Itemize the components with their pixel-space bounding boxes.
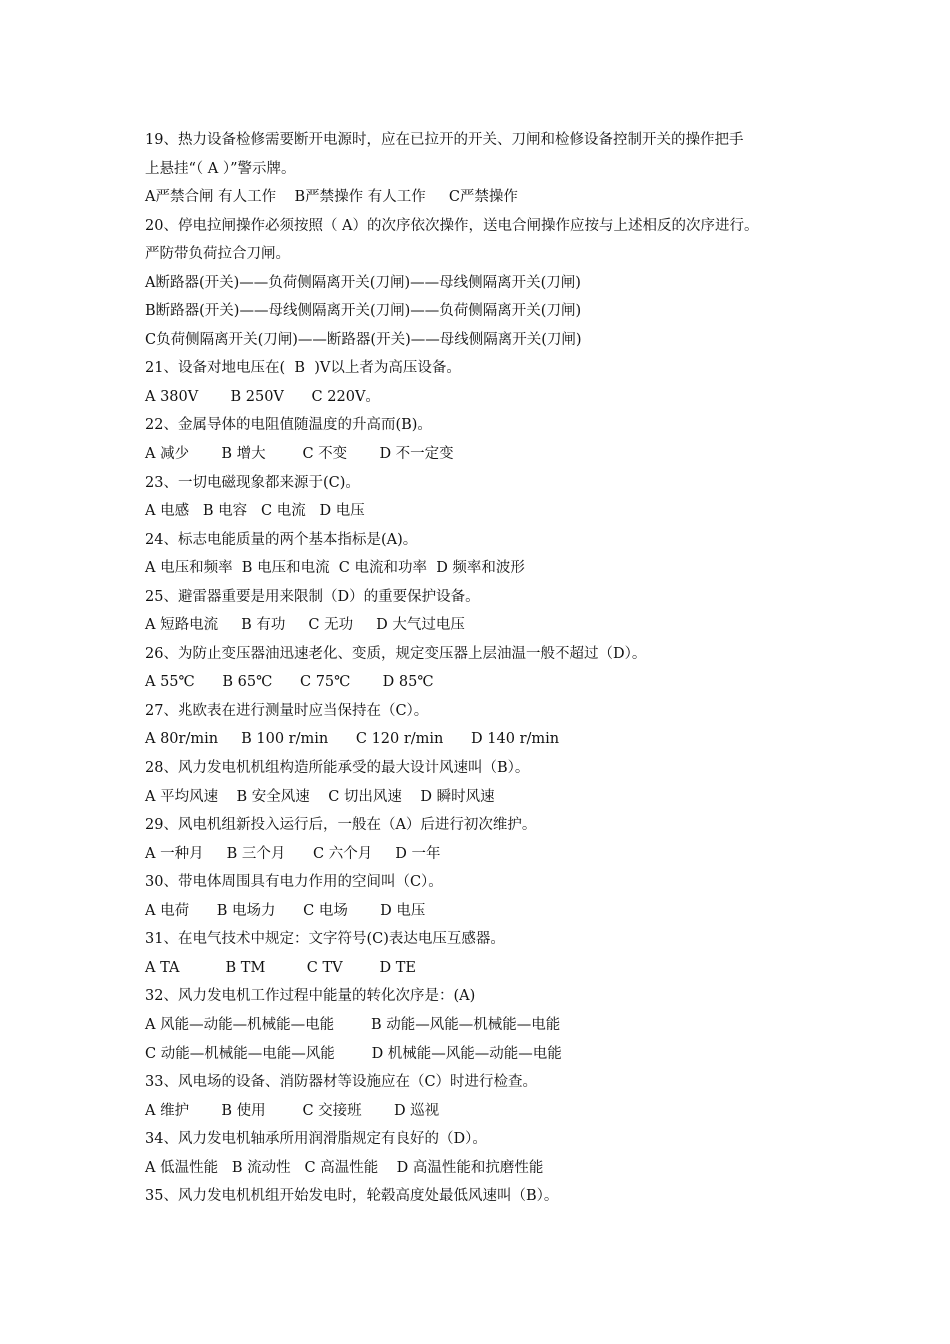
- text-line: A 电荷 B 电场力 C 电场 D 电压: [145, 902, 426, 919]
- text-line: 25、避雷器重要是用来限制（D）的重要保护设备。: [145, 588, 480, 605]
- text-line: 33、风电场的设备、消防器材等设施应在（C）时进行检查。: [145, 1074, 538, 1091]
- question-list: [145, 126, 845, 1211]
- text-line: 32、风力发电机工作过程中能量的转化次序是：(A): [145, 988, 476, 1005]
- text-line: A 380V B 250V C 220V。: [145, 388, 380, 405]
- text-line: A 一种月 B 三个月 C 六个月 D 一年: [145, 845, 441, 862]
- text-line: 22、金属导体的电阻值随温度的升高而(B)。: [145, 417, 432, 434]
- text-line: 27、兆欧表在进行测量时应当保持在（C）。: [145, 702, 429, 719]
- text-line: A 80r/min B 100 r/min C 120 r/min D 140 r/min: [145, 731, 560, 748]
- text-line: 28、风力发电机机组构造所能承受的最大设计风速叫（B）。: [145, 760, 530, 777]
- text-line: 严防带负荷拉合刀闸。: [145, 246, 290, 263]
- text-line: A 电感 B 电容 C 电流 D 电压: [145, 503, 365, 520]
- text-line: 21、设备对地电压在( B )V以上者为高压设备。: [145, 360, 461, 377]
- text-line: A 55℃ B 65℃ C 75℃ D 85℃: [145, 674, 434, 691]
- text-line: A 平均风速 B 安全风速 C 切出风速 D 瞬时风速: [145, 788, 495, 805]
- text-line: B断路器(开关)——母线侧隔离开关(刀闸)——负荷侧隔离开关(刀闸): [145, 303, 582, 320]
- text-line: A TA B TM C TV D TE: [145, 959, 416, 976]
- text-line: 上悬挂“（ A ）”警示牌。: [145, 160, 296, 177]
- text-line: C 动能—机械能—电能—风能 D 机械能—风能—动能—电能: [145, 1045, 562, 1062]
- text-line: A 低温性能 B 流动性 C 高温性能 D 高温性能和抗磨性能: [145, 1159, 544, 1176]
- text-line: A严禁合闸 有人工作 B严禁操作 有人工作 C严禁操作: [145, 189, 518, 206]
- text-line: 23、一切电磁现象都来源于(C)。: [145, 474, 360, 491]
- text-line: 29、风电机组新投入运行后，一般在（A）后进行初次维护。: [145, 817, 537, 834]
- text-line: 20、停电拉闸操作必须按照（ A）的次序依次操作，送电合闸操作应按与上述相反的次序进行。: [145, 217, 759, 234]
- text-line: 34、风力发电机轴承所用润滑脂规定有良好的（D）。: [145, 1131, 487, 1148]
- text-line: C负荷侧隔离开关(刀闸)——断路器(开关)——母线侧隔离开关(刀闸): [145, 331, 582, 348]
- text-line: 24、标志电能质量的两个基本指标是(A)。: [145, 531, 418, 548]
- text-line: 31、在电气技术中规定：文字符号(C)表达电压互感器。: [145, 931, 505, 948]
- text-line: 30、带电体周围具有电力作用的空间叫（C）。: [145, 874, 443, 891]
- text-line: A 电压和频率 B 电压和电流 C 电流和功率 D 频率和波形: [145, 560, 525, 577]
- text-line: 26、为防止变压器油迅速老化、变质，规定变压器上层油温一般不超过（D）。: [145, 645, 647, 662]
- text-line: A 维护 B 使用 C 交接班 D 巡视: [145, 1102, 440, 1119]
- text-line: A断路器(开关)——负荷侧隔离开关(刀闸)——母线侧隔离开关(刀闸): [145, 274, 581, 291]
- text-line: 19、热力设备检修需要断开电源时，应在已拉开的开关、刀闸和检修设备控制开关的操作把手: [145, 132, 744, 148]
- text-line: 35、风力发电机机组开始发电时，轮毂高度处最低风速叫（B）。: [145, 1188, 559, 1205]
- text-line: A 短路电流 B 有功 C 无功 D 大气过电压: [145, 617, 465, 634]
- text-line: A 风能—动能—机械能—电能 B 动能—风能—机械能—电能: [145, 1016, 561, 1033]
- text-line: A 减少 B 增大 C 不变 D 不一定变: [145, 446, 454, 463]
